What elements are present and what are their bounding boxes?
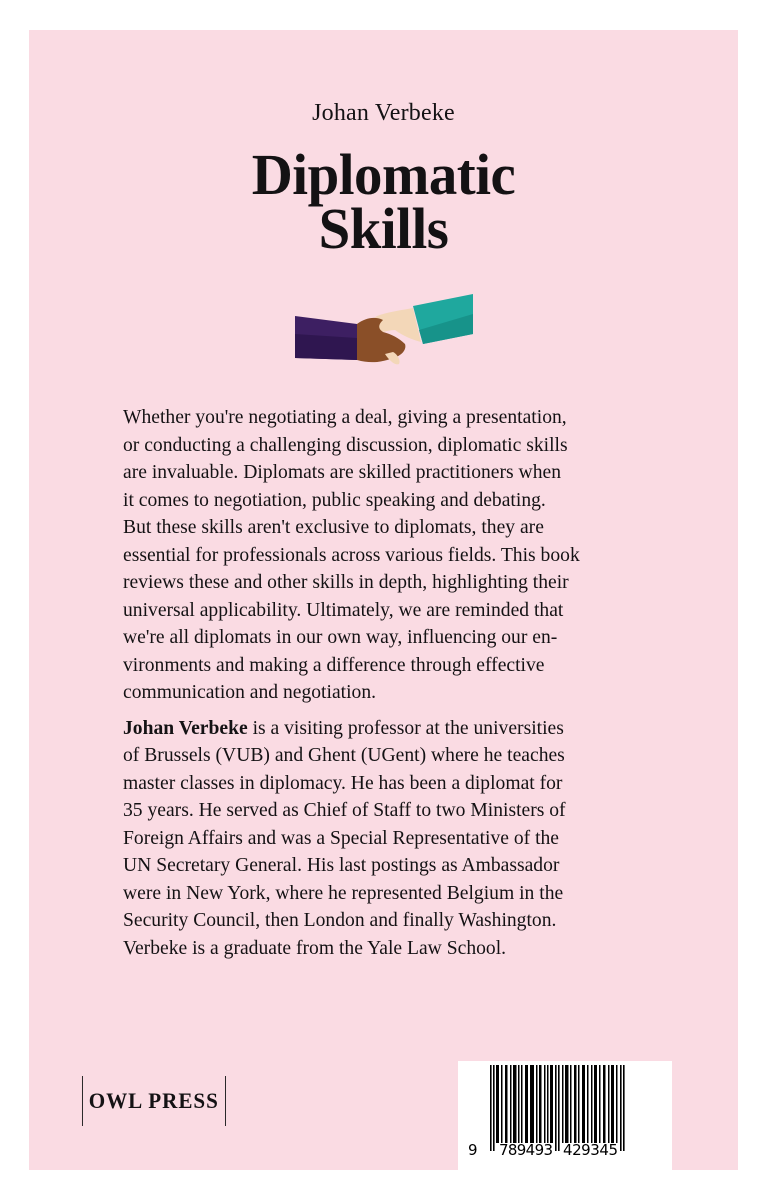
description-line: essential for professionals across various fields. This book: [123, 544, 580, 566]
bio-line: Verbeke is a graduate from the Yale Law School.: [123, 937, 507, 959]
publisher-logo: [82, 1076, 226, 1126]
description-line: communication and negotiation.: [123, 682, 377, 703]
description-block: [123, 404, 653, 962]
publisher-name: OWL PRESS: [88, 1088, 219, 1113]
description-line: Whether you're negotiating a deal, giving a presentation,: [123, 407, 567, 428]
description-line: universal applicability. Ultimately, we are reminded that: [123, 599, 564, 621]
title-line-2: Skills: [318, 196, 449, 261]
isbn-first-digit: 9: [468, 1141, 478, 1159]
bio-first-line: [123, 715, 653, 743]
bio-line: Foreign Affairs and was a Special Representative of the: [123, 827, 560, 849]
description-line: vironments and making a difference through effective: [123, 654, 545, 676]
isbn-right-group: 429345: [563, 1141, 618, 1159]
bio-author-name: Johan Verbeke: [123, 717, 248, 739]
description-line: or conducting a challenging discussion, diplomatic skills: [123, 434, 568, 456]
author-name: Johan Verbeke: [312, 100, 455, 126]
bio-line: were in New York, where he represented Belgium in the: [123, 882, 564, 904]
description-line: But these skills aren't exclusive to diplomats, they are: [123, 517, 544, 538]
description-line: reviews these and other skills in depth, highlighting their: [123, 572, 569, 593]
bio-line: 35 years. He served as Chief of Staff to two Ministers of: [123, 800, 566, 821]
bio-first-line-text: is a visiting professor at the universities: [247, 717, 564, 739]
description-line: we're all diplomats in our own way, influencing our en-: [123, 627, 558, 648]
bio-line: master classes in diplomacy. He has been a diplomat for: [123, 772, 563, 794]
barcode-bars-icon: [458, 1061, 672, 1170]
isbn-left-group: 789493: [499, 1141, 553, 1159]
description-line: it comes to negotiation, public speaking and debating.: [123, 489, 546, 511]
title-line-1: Diplomatic: [251, 142, 516, 207]
bio-line: of Brussels (VUB) and Ghent (UGent) where he teaches: [123, 745, 565, 766]
bio-line: UN Secretary General. His last postings as Ambassador: [123, 855, 560, 876]
isbn-barcode: [458, 1061, 672, 1170]
handshake-icon: [295, 294, 475, 374]
bio-line: Security Council, then London and finally Washington.: [123, 910, 557, 931]
book-title: [36, 142, 731, 261]
description-line: are invaluable. Diplomats are skilled practitioners when: [123, 462, 561, 483]
